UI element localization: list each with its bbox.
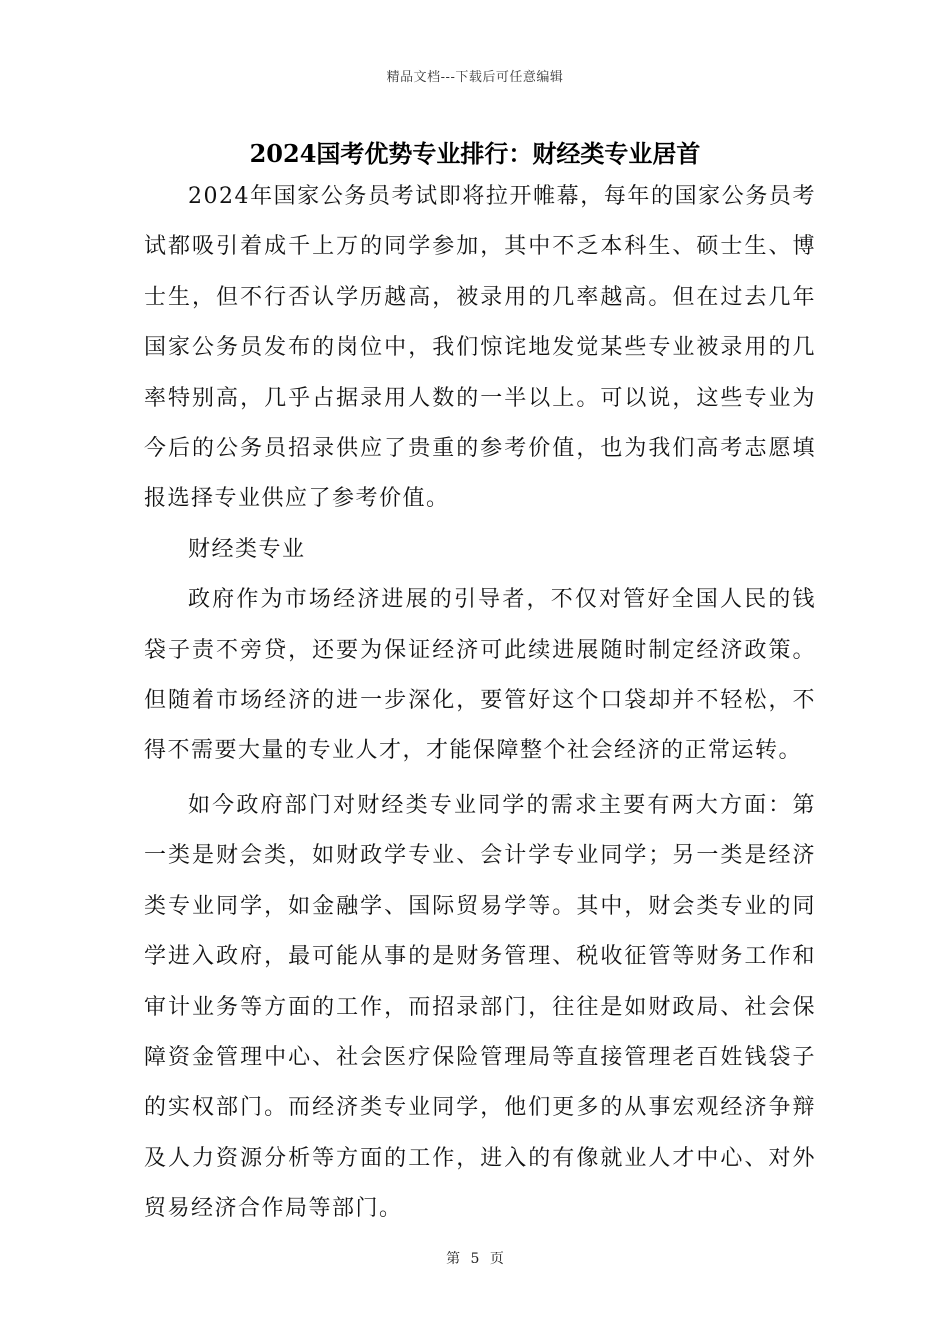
footer-prefix: 第 (446, 1251, 461, 1267)
document-title: 2024国考优势专业排行：财经类专业居首 (249, 139, 701, 168)
paragraph-intro: 2024年国家公务员考试即将拉开帷幕，每年的国家公务员考试都吸引着成千上万的同学参加，其中不乏本科生、硕士生、博士生，但不行否认学历越高，被录用的几率越高。但在过去几年国家公务员发布的岗位中，我们惊诧地发觉某些专业被录用的几率特别高，几乎占据录用人数的一半以上。可以说，这些专业为今后的公务员招录供应了贵重的参考价值，也为我们高考志愿填报选择专业供应了参考价值。 (144, 184, 816, 512)
document-body (144, 172, 816, 1235)
footer-suffix: 页 (489, 1251, 504, 1267)
paragraph-government-role: 政府作为市场经济进展的引导者，不仅对管好全国人民的钱袋子责不旁贷，还要为保证经济可此续进展随时制定经济政策。但随着市场经济的进一步深化，要管好这个口袋却并不轻松，不得不需要大量的专业人才，才能保障整个社会经济的正常运转。 (144, 587, 816, 764)
page-number: 5 (470, 1251, 480, 1267)
section-heading: 财经类专业 (188, 536, 306, 562)
header-note: 精品文档---下载后可任意编辑 (386, 70, 564, 85)
page-footer (0, 1248, 950, 1268)
paragraph-demand: 如今政府部门对财经类专业同学的需求主要有两大方面：第一类是财会类，如财政学专业、会计学专业同学；另一类是经济类专业同学，如金融学、国际贸易学等。其中，财会类专业的同学进入政府，最可能从事的是财务管理、税收征管等财务工作和审计业务等方面的工作，而招录部门，往往是如财政局、社会保障资金管理中心、社会医疗保险管理局等直接管理老百姓钱袋子的实权部门。而经济类专业同学，他们更多的从事宏观经济争辩及人力资源分析等方面的工作，进入的有像就业人才中心、对外贸易经济合作局等部门。 (144, 792, 816, 1222)
